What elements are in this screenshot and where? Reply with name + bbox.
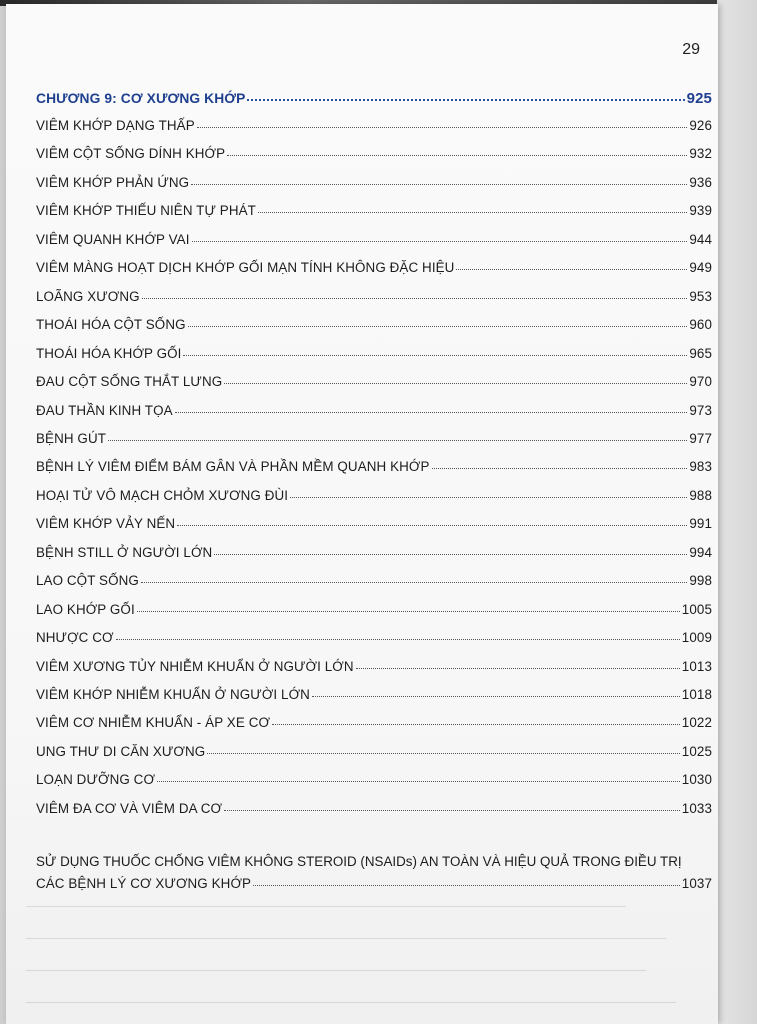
toc-entry-page: 1022: [681, 715, 712, 731]
dot-leader: [183, 355, 687, 356]
dot-leader: [157, 781, 680, 782]
dot-leader: [290, 497, 687, 498]
dot-leader: [192, 241, 688, 242]
toc-entry-title: LAO CỘT SỐNG: [36, 573, 139, 589]
chapter-heading: [36, 90, 712, 107]
toc-entry-page: 953: [689, 288, 712, 304]
chapter-page: 925: [686, 90, 712, 107]
toc-entry: [36, 374, 712, 389]
dot-leader: [224, 810, 680, 811]
toc-entry-title: ĐAU THẦN KINH TỌA: [36, 402, 173, 418]
toc-entry-title: THOÁI HÓA CỘT SỐNG: [36, 317, 186, 333]
toc-entry-page: 939: [689, 203, 712, 219]
toc-entry-page: 973: [689, 402, 712, 418]
toc-entry: [36, 459, 712, 474]
dot-leader: [142, 298, 688, 299]
toc-entry: [36, 317, 712, 332]
toc-entry-page: 977: [689, 430, 712, 446]
toc-entry-page: 983: [689, 459, 712, 475]
toc-entry-page: 1009: [681, 630, 712, 646]
dot-leader: [137, 611, 680, 612]
toc-entry: [36, 488, 712, 503]
toc-entry: [36, 772, 712, 787]
table-of-contents: [6, 4, 718, 1024]
dot-leader: [207, 753, 680, 754]
dot-leader: [214, 554, 687, 555]
toc-entry: [36, 289, 712, 304]
toc-entry-title: HOẠI TỬ VÔ MẠCH CHỎM XƯƠNG ĐÙI: [36, 487, 289, 503]
toc-entry-page: 1025: [681, 743, 712, 759]
toc-entry: [36, 602, 712, 617]
dot-leader: [253, 885, 680, 886]
dot-leader: [141, 582, 687, 583]
toc-entry: [36, 687, 712, 702]
book-page: [6, 4, 718, 1024]
dot-leader: [312, 696, 680, 697]
toc-entry-title: LOẠN DƯỠNG CƠ: [36, 772, 156, 788]
toc-entry-title: VIÊM CỘT SỐNG DÍNH KHỚP: [36, 146, 226, 162]
dot-leader: [272, 724, 680, 725]
toc-entry-page: 1037: [681, 876, 712, 891]
toc-entry-title: UNG THƯ DI CĂN XƯƠNG: [36, 743, 206, 759]
toc-entry-page: 991: [689, 516, 712, 532]
toc-entry: [36, 203, 712, 218]
dot-leader: [247, 99, 684, 101]
toc-entry-title: NHƯỢC CƠ: [36, 630, 114, 646]
toc-entry-title: VIÊM CƠ NHIỄM KHUẨN - ÁP XE CƠ: [36, 715, 271, 731]
chapter-title: CHƯƠNG 9: CƠ XƯƠNG KHỚP: [36, 91, 246, 106]
toc-entry-page: 936: [689, 174, 712, 190]
toc-entry-title: VIÊM KHỚP DẠNG THẤP: [36, 118, 195, 133]
toc-entry-page: 994: [689, 544, 712, 560]
toc-entry-page: 988: [689, 487, 712, 503]
toc-entry-title: THOÁI HÓA KHỚP GỐI: [36, 345, 182, 361]
toc-entry: [36, 876, 712, 891]
toc-entry: [36, 744, 712, 759]
dot-leader: [258, 212, 687, 213]
toc-entry-page: 998: [689, 573, 712, 589]
toc-entry-page: 949: [689, 260, 712, 276]
toc-entry: [36, 403, 712, 418]
toc-entry-page: 965: [689, 345, 712, 361]
toc-entry-title: CÁC BỆNH LÝ CƠ XƯƠNG KHỚP: [36, 876, 252, 891]
toc-entry-page: 960: [689, 317, 712, 333]
toc-entry-page: 1033: [681, 800, 712, 816]
dot-leader: [177, 525, 687, 526]
toc-entry-page: 1013: [681, 658, 712, 674]
toc-entry-title: VIÊM QUANH KHỚP VAI: [36, 231, 190, 247]
toc-entry-page: 1030: [681, 772, 712, 788]
toc-entry-title: VIÊM KHỚP THIẾU NIÊN TỰ PHÁT: [36, 203, 256, 219]
dot-leader: [432, 468, 688, 469]
toc-entry: [36, 659, 712, 674]
toc-entry-page: 944: [689, 231, 712, 247]
toc-entry: [36, 118, 712, 133]
toc-entry-title: BỆNH GÚT: [36, 430, 106, 446]
toc-entry: [36, 431, 712, 446]
bleed-through-lines: [6, 894, 718, 1024]
toc-entry: [36, 801, 712, 816]
toc-entry: [36, 346, 712, 361]
toc-entry-page: 932: [689, 146, 712, 162]
toc-entry-title: LAO KHỚP GỐI: [36, 601, 135, 617]
toc-entry-title: LOÃNG XƯƠNG: [36, 288, 140, 304]
toc-entry: [36, 146, 712, 161]
toc-entry-title: VIÊM MÀNG HOẠT DỊCH KHỚP GỐI MẠN TÍNH KHÔNG ĐẶC HIỆU: [36, 260, 455, 276]
dot-leader: [188, 326, 688, 327]
toc-entry: [36, 260, 712, 275]
toc-entry: [36, 573, 712, 588]
toc-entry-line1: SỬ DỤNG THUỐC CHỐNG VIÊM KHÔNG STEROID (NSAIDs) AN TOÀN VÀ HIỆU QUẢ TRONG ĐIỀU TRỊ: [36, 854, 682, 869]
toc-entry: [36, 175, 712, 190]
dot-leader: [197, 127, 688, 128]
toc-entry: [36, 516, 712, 531]
dot-leader: [108, 440, 687, 441]
page-number: 29: [682, 41, 700, 58]
dot-leader: [227, 155, 687, 156]
dot-leader: [356, 668, 680, 669]
toc-entry-title: BỆNH LÝ VIÊM ĐIỂM BÁM GÂN VÀ PHẦN MỀM QUANH KHỚP: [36, 459, 430, 475]
toc-entry-title: VIÊM KHỚP NHIỄM KHUẨN Ở NGƯỜI LỚN: [36, 687, 310, 702]
dot-leader: [224, 383, 687, 384]
toc-entry-title: VIÊM ĐA CƠ VÀ VIÊM DA CƠ: [36, 800, 223, 816]
toc-entry-title: VIÊM XƯƠNG TỦY NHIỄM KHUẨN Ở NGƯỜI LỚN: [36, 658, 354, 674]
next-page-edge: [717, 0, 757, 1024]
toc-entry-page: 970: [689, 374, 712, 390]
dot-leader: [175, 412, 688, 413]
toc-entry-page: 926: [689, 118, 712, 133]
toc-entry-title: ĐAU CỘT SỐNG THẮT LƯNG: [36, 374, 223, 390]
toc-entry-title: VIÊM KHỚP VẢY NẾN: [36, 516, 176, 532]
toc-entry: [36, 715, 712, 730]
toc-entry-page: 1018: [681, 687, 712, 702]
toc-entry: [36, 232, 712, 247]
toc-entry-title: BỆNH STILL Ở NGƯỜI LỚN: [36, 544, 213, 560]
dot-leader: [116, 639, 680, 640]
toc-entry: [36, 545, 712, 560]
dot-leader: [456, 269, 687, 270]
toc-entry-page: 1005: [681, 601, 712, 617]
toc-entry-title: VIÊM KHỚP PHẢN ỨNG: [36, 174, 190, 190]
dot-leader: [191, 184, 687, 185]
toc-entry: [36, 630, 712, 645]
